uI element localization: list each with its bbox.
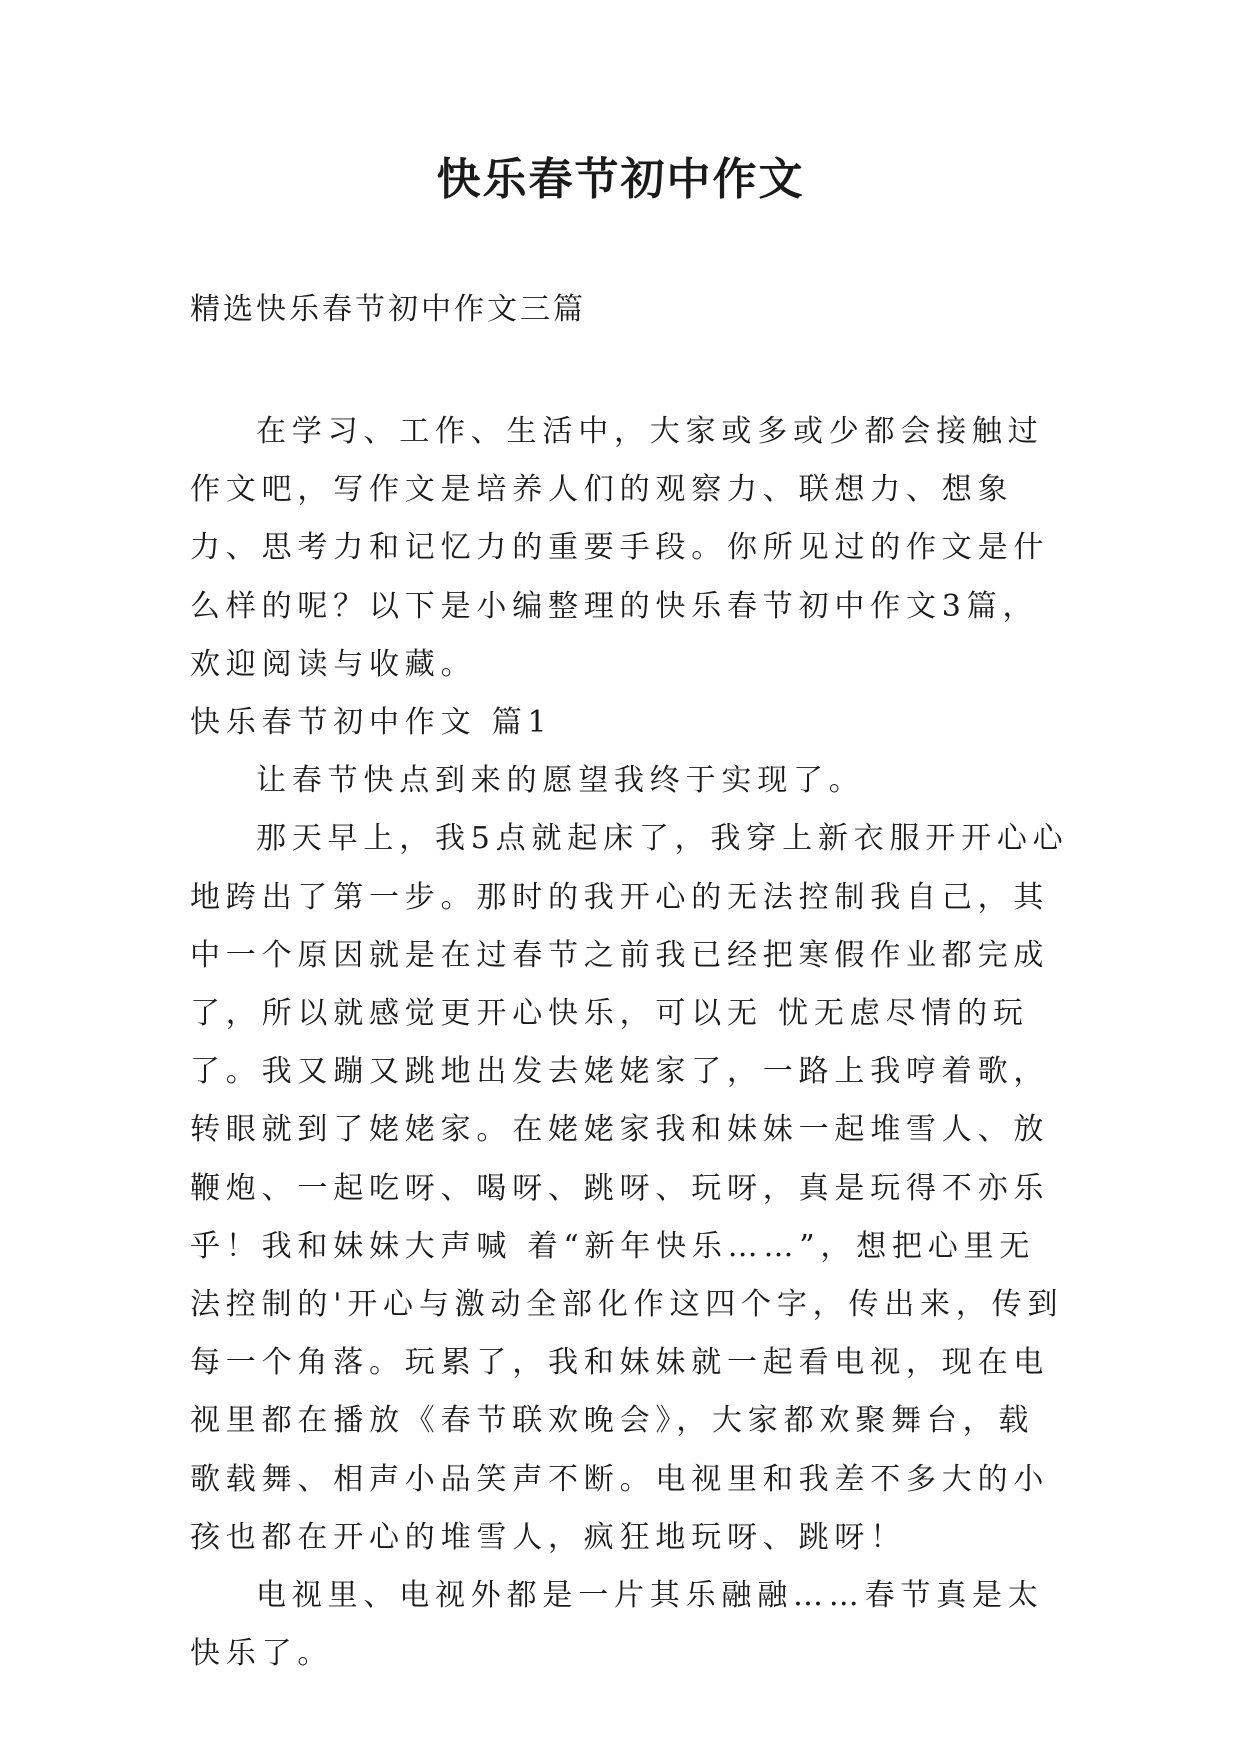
intro-paragraph: 在学习、工作、生活中，大家或多或少都会接触过作文吧，写作文是培养人们的观察力、联想力、想象力、思考力和记忆力的重要手段。你所见过的作文是什么样的呢？以下是小编整理的快乐春节初中作文3篇，欢迎阅读与收藏。 [190, 414, 1050, 682]
document-body [190, 403, 1070, 1683]
body-paragraph: 让春节快点到来的愿望我终于实现了。 [256, 763, 865, 799]
section-heading: 快乐春节初中作文 篇1 [190, 705, 553, 741]
body-paragraph: 电视里、电视外都是一片其乐融融……春节真是太快乐了。 [190, 1578, 1044, 1672]
page-title: 快乐春节初中作文 [436, 154, 805, 205]
body-paragraph: 那天早上，我5点就起床了，我穿上新衣服开开心心地跨出了第一步。那时的我开心的无法控制我自己，其中一个原因就是在过春节之前我已经把寒假作业都完成了，所以就感觉更开心快乐，可以无 忧无虑尽情的玩了。我又蹦又跳地出发去姥姥家了，一路上我哼着歌，转眼就到了姥姥家。在姥姥家我和妹妹一起堆雪人、放鞭炮、一起吃呀、喝呀、跳呀、玩呀，真是玩得不亦乐乎！我和妹妹大声喊 着“新年快乐……”，想把心里无法控制的'开心与激动全部化作这四个字，传出来，传到每一个角落。玩累了，我和妹妹就一起看电视，现在电视里都在播放《春节联欢晚会》，大家都欢聚舞台，载 歌载舞、相声小品笑声不断。电视里和我差不多大的小孩也都在开心的堆雪人，疯狂地玩呀、跳呀！ [190, 821, 1069, 1555]
document-subtitle: 精选快乐春节初中作文三篇 [190, 292, 586, 327]
